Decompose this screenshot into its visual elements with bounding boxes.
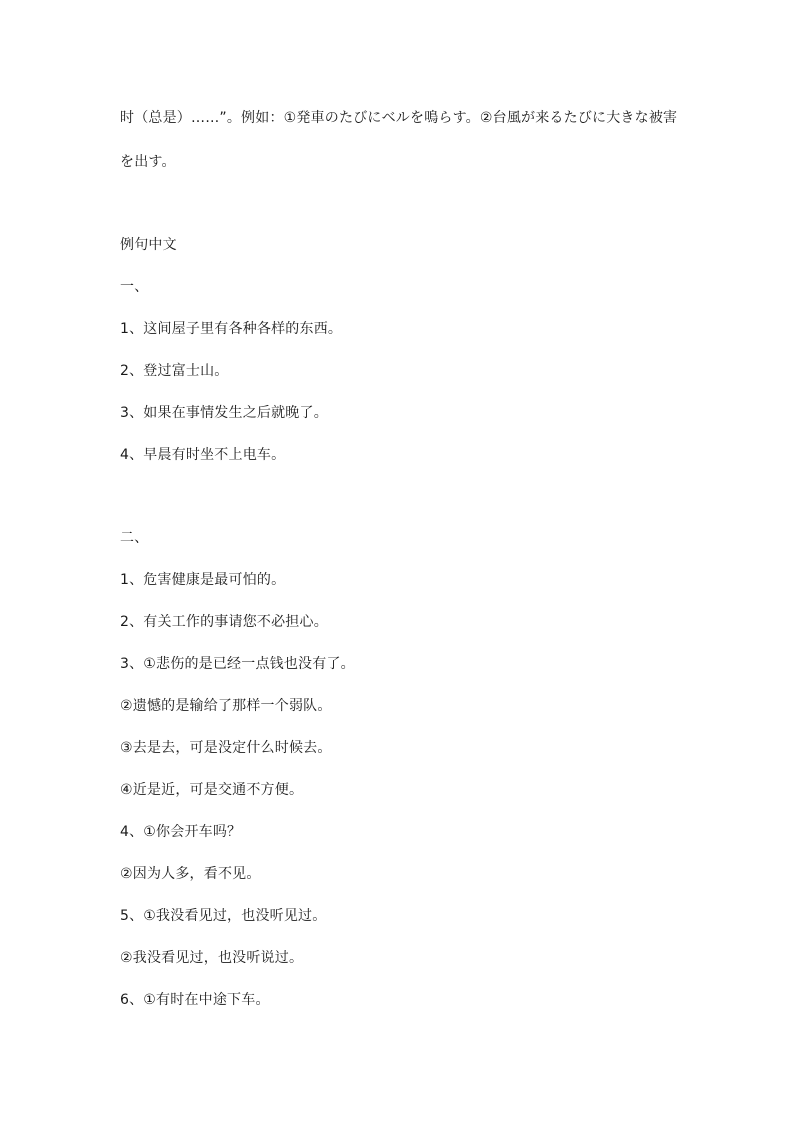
section-one-item: 3、如果在事情发生之后就晚了。 <box>120 405 328 421</box>
section-two-label: 二、 <box>120 530 149 546</box>
section-heading: 例句中文 <box>120 237 177 253</box>
section-two-item: 1、危害健康是最可怕的。 <box>120 572 286 588</box>
section-two-item: 5、①我没看见过，也没听见过。 <box>120 908 327 924</box>
section-two-item: 2、有关工作的事请您不必担心。 <box>120 614 328 630</box>
section-two-item: ④近是近，可是交通不方便。 <box>120 782 304 798</box>
section-two-item: 3、①悲伤的是已经一点钱也没有了。 <box>120 656 355 672</box>
section-one-item: 2、登过富士山。 <box>120 363 229 379</box>
intro-line-1: 时（总是）……”。例如：①発車のたびにベルを鳴らす。②台風が来るたびに大きな被害 <box>120 110 678 126</box>
section-two-item: 6、①有时在中途下车。 <box>120 992 270 1008</box>
section-two-item: 4、①你会开车吗？ <box>120 824 242 840</box>
section-one-label: 一、 <box>120 279 149 295</box>
intro-line-2: を出す。 <box>120 154 176 170</box>
section-two-item: ②遗憾的是输给了那样一个弱队。 <box>120 698 332 714</box>
section-one-item: 1、这间屋子里有各种各样的东西。 <box>120 321 343 337</box>
section-two-item: ③去是去，可是没定什么时候去。 <box>120 740 332 756</box>
section-two-item: ②因为人多，看不见。 <box>120 866 261 882</box>
section-two-item: ②我没看见过，也没听说过。 <box>120 950 304 966</box>
section-one-item: 4、早晨有时坐不上电车。 <box>120 447 286 463</box>
